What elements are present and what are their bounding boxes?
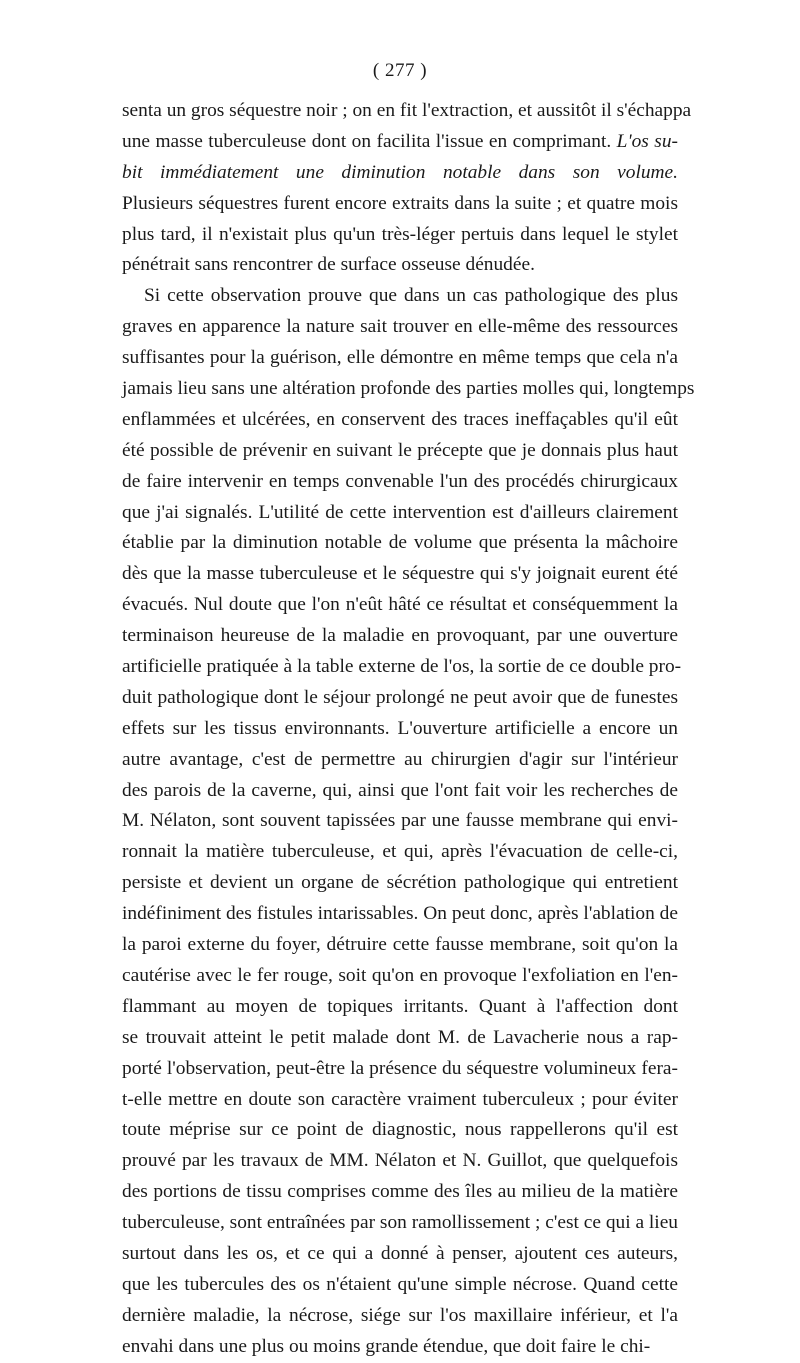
line-text: établie par la diminution notable de volume que présenta la mâchoire xyxy=(122,532,678,554)
line-text: de faire intervenir en temps convenable l'un des procédés chirurgicaux xyxy=(122,470,678,492)
line-text: évacués. Nul doute que l'on n'eût hâté ce résultat et conséquemment la xyxy=(122,594,678,616)
line-text: ronnait la matière tuberculeuse, et qui, après l'évacuation de celle-ci, xyxy=(122,841,678,863)
line-text: plus tard, il n'existait plus qu'un très-léger pertuis dans lequel le stylet xyxy=(122,223,678,245)
text-line xyxy=(122,528,678,559)
text-line xyxy=(122,1270,678,1301)
text-line xyxy=(122,1301,678,1332)
line-text: dernière maladie, la nécrose, siége sur l'os maxillaire inférieur, et l'a xyxy=(122,1304,678,1326)
text-line xyxy=(122,343,678,374)
line-text: persiste et devient un organe de sécrétion pathologique qui entretient xyxy=(122,872,678,894)
text-line xyxy=(122,1177,678,1208)
text-line xyxy=(122,992,678,1023)
text-line xyxy=(122,374,695,405)
line-text: été possible de prévenir en suivant le précepte que je donnais plus haut xyxy=(122,439,678,461)
line-text: toute méprise sur ce point de diagnostic, nous rappellerons qu'il est xyxy=(122,1119,678,1141)
text-line xyxy=(122,158,678,189)
line-text: pénétrait sans rencontrer de surface osseuse dénudée. xyxy=(122,254,535,276)
text-line xyxy=(122,868,678,899)
line-text: la paroi externe du foyer, détruire cette fausse membrane, soit qu'on la xyxy=(122,934,678,956)
line-text: graves en apparence la nature sait trouver en elle-même des ressources xyxy=(122,316,678,338)
text-line xyxy=(122,1085,678,1116)
text-line xyxy=(122,96,692,127)
line-italic-text: L'os su- xyxy=(616,130,678,152)
text-line xyxy=(122,312,678,343)
line-text: Plusieurs séquestres furent encore extraits dans la suite ; et quatre mois xyxy=(122,192,678,214)
text-line xyxy=(122,899,678,930)
text-line xyxy=(122,961,678,992)
text-line xyxy=(122,745,678,776)
line-text: des portions de tissu comprises comme des îles au milieu de la matière xyxy=(122,1181,678,1203)
text-line xyxy=(122,1146,678,1177)
text-line xyxy=(122,220,678,251)
text-line xyxy=(122,281,678,312)
line-text: Si cette observation prouve que dans un cas pathologique des plus xyxy=(144,285,678,307)
text-line xyxy=(122,776,678,807)
text-line xyxy=(122,1115,678,1146)
line-text: M. Nélaton, sont souvent tapissées par une fausse membrane qui envi- xyxy=(122,810,678,832)
line-text: porté l'observation, peut-être la présence du séquestre volumineux fera- xyxy=(122,1057,678,1079)
line-text: une masse tuberculeuse dont on facilita l'issue en comprimant. xyxy=(122,130,617,152)
text-line xyxy=(122,1023,678,1054)
text-line xyxy=(122,837,678,868)
line-text: prouvé par les travaux de MM. Nélaton et N. Guillot, que quelquefois xyxy=(122,1150,678,1172)
line-text: cautérise avec le fer rouge, soit qu'on en provoque l'exfoliation en l'en- xyxy=(122,964,678,986)
line-text: effets sur les tissus environnants. L'ouverture artificielle a encore un xyxy=(122,717,678,739)
text-line xyxy=(122,559,678,590)
text-line xyxy=(122,250,678,281)
line-text: terminaison heureuse de la maladie en provoquant, par une ouverture xyxy=(122,625,678,647)
line-text: autre avantage, c'est de permettre au chirurgien d'agir sur l'intérieur xyxy=(122,748,678,770)
text-line xyxy=(122,652,682,683)
line-text: enflammées et ulcérées, en conservent des traces ineffaçables qu'il eût xyxy=(122,408,678,430)
line-text: indéfiniment des fistules intarissables. On peut donc, après l'ablation de xyxy=(122,903,678,925)
text-line xyxy=(122,930,678,961)
text-line xyxy=(122,1332,678,1363)
text-line xyxy=(122,189,678,220)
page-number: ( 277 ) xyxy=(372,60,428,81)
text-line xyxy=(122,683,678,714)
line-text: envahi dans une plus ou moins grande étendue, que doit faire le chi- xyxy=(122,1335,651,1357)
text-line xyxy=(122,621,678,652)
text-line xyxy=(122,1208,678,1239)
text-line xyxy=(122,436,678,467)
text-line xyxy=(122,1239,678,1270)
text-line xyxy=(122,405,678,436)
line-text: jamais lieu sans une altération profonde des parties molles qui, longtemps xyxy=(122,378,695,400)
line-text: senta un gros séquestre noir ; on en fit l'extraction, et aussitôt il s'échappa xyxy=(122,100,692,121)
line-text: artificielle pratiquée à la table externe de l'os, la sortie de ce double pro- xyxy=(122,656,682,678)
line-text: suffisantes pour la guérison, elle démontre en même temps que cela n'a xyxy=(122,347,678,369)
line-text: duit pathologique dont le séjour prolongé ne peut avoir que de funestes xyxy=(122,686,678,708)
line-text: se trouvait atteint le petit malade dont M. de Lavacherie nous a rap- xyxy=(122,1026,678,1048)
text-line xyxy=(122,498,678,529)
text-line xyxy=(122,806,678,837)
text-line xyxy=(122,714,678,745)
line-text: que les tubercules des os n'étaient qu'une simple nécrose. Quand cette xyxy=(122,1273,678,1295)
line-text: dès que la masse tuberculeuse et le séquestre qui s'y joignait eurent été xyxy=(122,563,678,585)
text-line xyxy=(122,127,678,158)
line-text: flammant au moyen de topiques irritants. Quant à l'affection dont xyxy=(122,995,678,1017)
text-line xyxy=(122,590,678,621)
line-text: tuberculeuse, sont entraînées par son ramollissement ; c'est ce qui a lieu xyxy=(122,1212,678,1234)
line-text: des parois de la caverne, qui, ainsi que l'ont fait voir les recherches de xyxy=(122,779,678,801)
line-text: surtout dans les os, et ce qui a donné à penser, ajoutent ces auteurs, xyxy=(122,1242,678,1264)
line-italic-text: bit immédiatement une diminution notable dans son volume. xyxy=(122,161,678,183)
text-line xyxy=(122,1054,678,1085)
line-text: que j'ai signalés. L'utilité de cette intervention est d'ailleurs clairement xyxy=(122,501,678,523)
line-text: t-elle mettre en doute son caractère vraiment tuberculeux ; pour éviter xyxy=(122,1088,678,1110)
body-text xyxy=(122,96,695,1363)
text-line xyxy=(122,467,678,498)
